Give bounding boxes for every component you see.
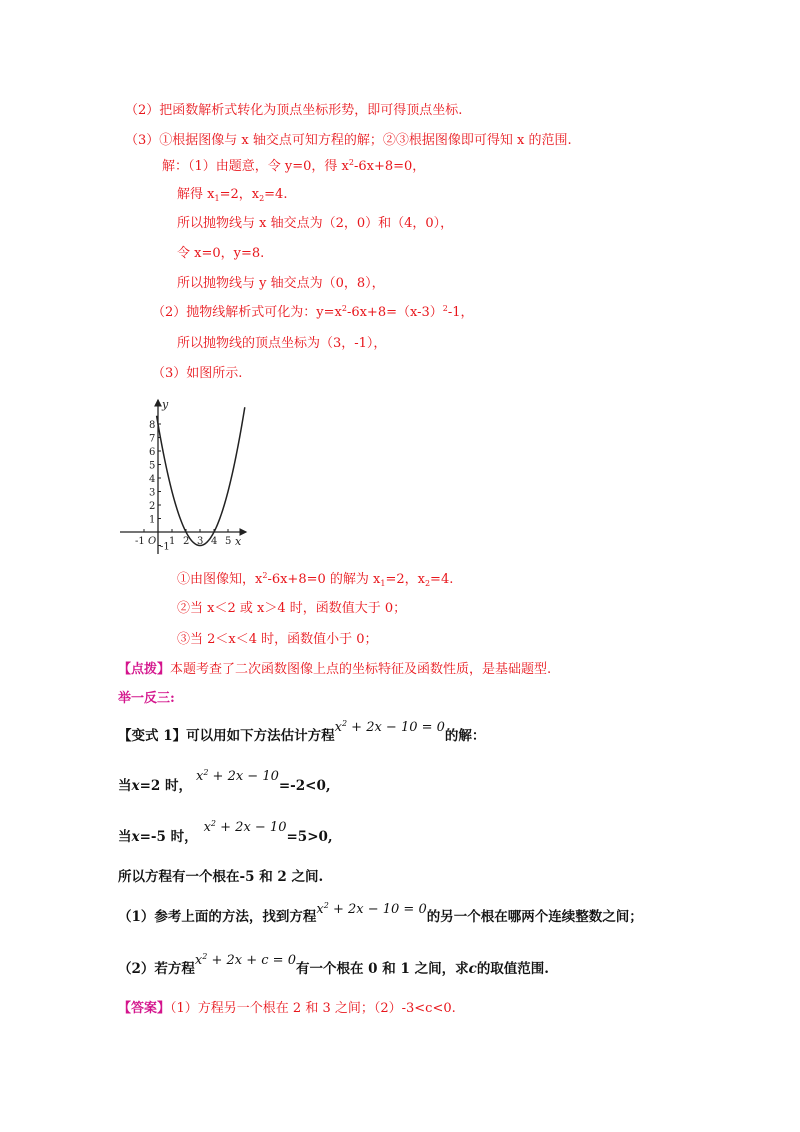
text-line-2: （3）①根据图像与 x 轴交点可知方程的解；②③根据图像即可得知 x 的范围.: [125, 133, 572, 148]
y-tick-label: 4: [149, 474, 156, 485]
text-line-1: （2）把函数解析式转化为顶点坐标形势，即可得顶点坐标.: [125, 103, 463, 118]
parabola-curve: [157, 407, 245, 545]
y-axis-label: y: [162, 398, 169, 411]
exercise-line-6: （2）若方程$x^2 + 2x + c = 0$有一个根在 0 和 1 之间，求c的取值范围.: [118, 952, 550, 977]
x-tick-label: 2: [183, 536, 190, 547]
x-tick-label: 5: [225, 536, 232, 547]
exercise-line-1: 【变式 1】可以用如下方法估计方程$x^2 + 2x - 10 = 0$的解：: [118, 719, 486, 744]
section-title: 举一反三:: [118, 691, 175, 706]
answer-line: 【答案】（1）方程另一个根在 2 和 3 之间；（2）-3<c<0.: [118, 1001, 456, 1016]
exercise-line-3: 当x=-5 时，$x^2 + 2x - 10=5>0$,: [118, 819, 333, 845]
y-tick-label: 8: [149, 420, 156, 431]
hint-tag: 【点拨】: [118, 662, 171, 677]
y-tick-label: 5: [149, 460, 156, 472]
answer-tag: 【答案】: [118, 1001, 171, 1016]
text-line-10: （3）如图所示.: [152, 366, 243, 381]
exercise-line-2: 当x=2 时，$x^2 + 2x - 10=-2<0$,: [118, 768, 331, 794]
y-tick-label: 2: [149, 501, 156, 512]
text-line-4: 解得 $x_1=2$，$x_2=4$.: [177, 187, 288, 203]
text-line-13: ③当 2＜x＜4 时，函数值小于 0；: [177, 632, 378, 647]
y-tick-label: 6: [149, 447, 156, 458]
x-tick-label: -1: [135, 536, 145, 547]
y-tick-label: 7: [149, 433, 156, 445]
text-line-9: 所以抛物线的顶点坐标为（3，-1），: [177, 336, 387, 351]
text-line-5: 所以抛物线与 x 轴交点为（2，0）和（4，0），: [177, 216, 454, 231]
hint-line: 【点拨】本题考查了二次函数图像上点的坐标特征及函数性质，是基础题型.: [118, 662, 552, 677]
x-tick-label: 3: [197, 536, 204, 547]
text-line-12: ②当 x＜2 或 x＞4 时，函数值大于 0；: [177, 601, 407, 616]
y-tick-label: -1: [160, 541, 170, 553]
x-tick-label: O: [148, 536, 157, 547]
text-line-3: 解：（1）由题意，令 y=0，得 $x^2-6x+8=0$，: [162, 158, 426, 174]
x-tick-label: 1: [169, 536, 176, 547]
text-line-8: （2）抛物线解析式可化为：$y=x^2-6x+8=(x-3)^2-1$，: [152, 304, 474, 320]
x-axis-label: x: [235, 535, 242, 548]
text-line-6: 令 x=0，y=8.: [177, 246, 265, 261]
y-tick-label: 1: [149, 514, 156, 526]
y-tick-label: 3: [149, 487, 156, 499]
exercise-line-5: （1）参考上面的方法，找到方程$x^2 + 2x - 10 = 0$的另一个根在哪两个连续整数之间；: [118, 901, 643, 925]
x-tick-label: 4: [211, 536, 218, 547]
text-line-7: 所以抛物线与 y 轴交点为（0，8），: [177, 276, 385, 291]
text-line-11: ①由图像知，$x^2-6x+8=0$ 的解为 $x_1=2$，$x_2=4$.: [177, 571, 454, 588]
exercise-line-4: 所以方程有一个根在-5 和 2 之间.: [118, 869, 324, 885]
parabola-graph: [114, 394, 254, 556]
